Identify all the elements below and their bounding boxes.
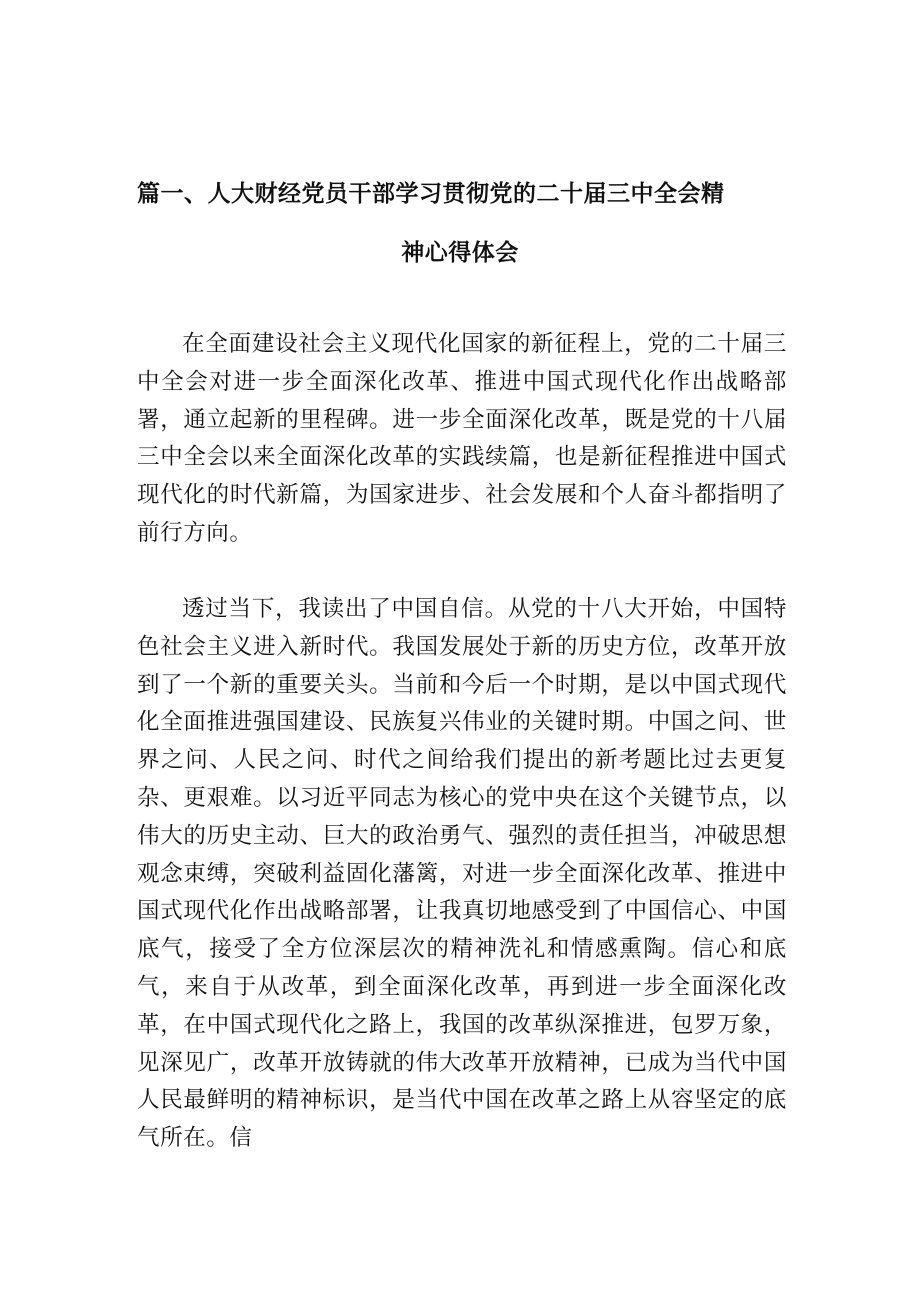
document-title-line-1: 篇一、人大财经党员干部学习贯彻党的二十届三中全会精 [137, 181, 725, 207]
document-title-line-2: 神心得体会 [401, 240, 519, 266]
body-paragraph-1: 在全面建设社会主义现代化国家的新征程上，党的二十届三中全会对进一步全面深化改革、推进中国式现代化作出战略部署，通立起新的里程碑。进一步全面深化改革，既是党的十八届三中全会以来全面深化改革的实践续篇，也是新征程推进中国式现代化的时代新篇，为国家进步、社会发展和个人奋斗都指明了前行方向。 [137, 331, 787, 546]
body-paragraph-2: 透过当下，我读出了中国自信。从党的十八大开始，中国特色社会主义进入新时代。我国发展处于新的历史方位，改革开放到了一个新的重要关头。当前和今后一个时期，是以中国式现代化全面推进强国建设、民族复兴伟业的关键时期。中国之问、世界之问、人民之问、时代之间给我们提出的新考题比过去更复杂、更艰难。以习近平同志为核心的党中央在这个关键节点，以伟大的历史主动、巨大的政治勇气、强烈的责任担当，冲破思想观念束缚，突破利益固化藩篱，对进一步全面深化改革、推进中国式现代化作出战略部署，让我真切地感受到了中国信心、中国底气，接受了全方位深层次的精神洗礼和情感熏陶。信心和底气，来自于从改革，到全面深化改革，再到进一步全面深化改革，在中国式现代化之路上，我国的改革纵深推进，包罗万象，见深见广，改革开放铸就的伟大改革开放精神，已成为当代中国人民最鲜明的精神标识，是当代中国在改革之路上从容坚定的底气所在。信 [137, 596, 787, 1152]
